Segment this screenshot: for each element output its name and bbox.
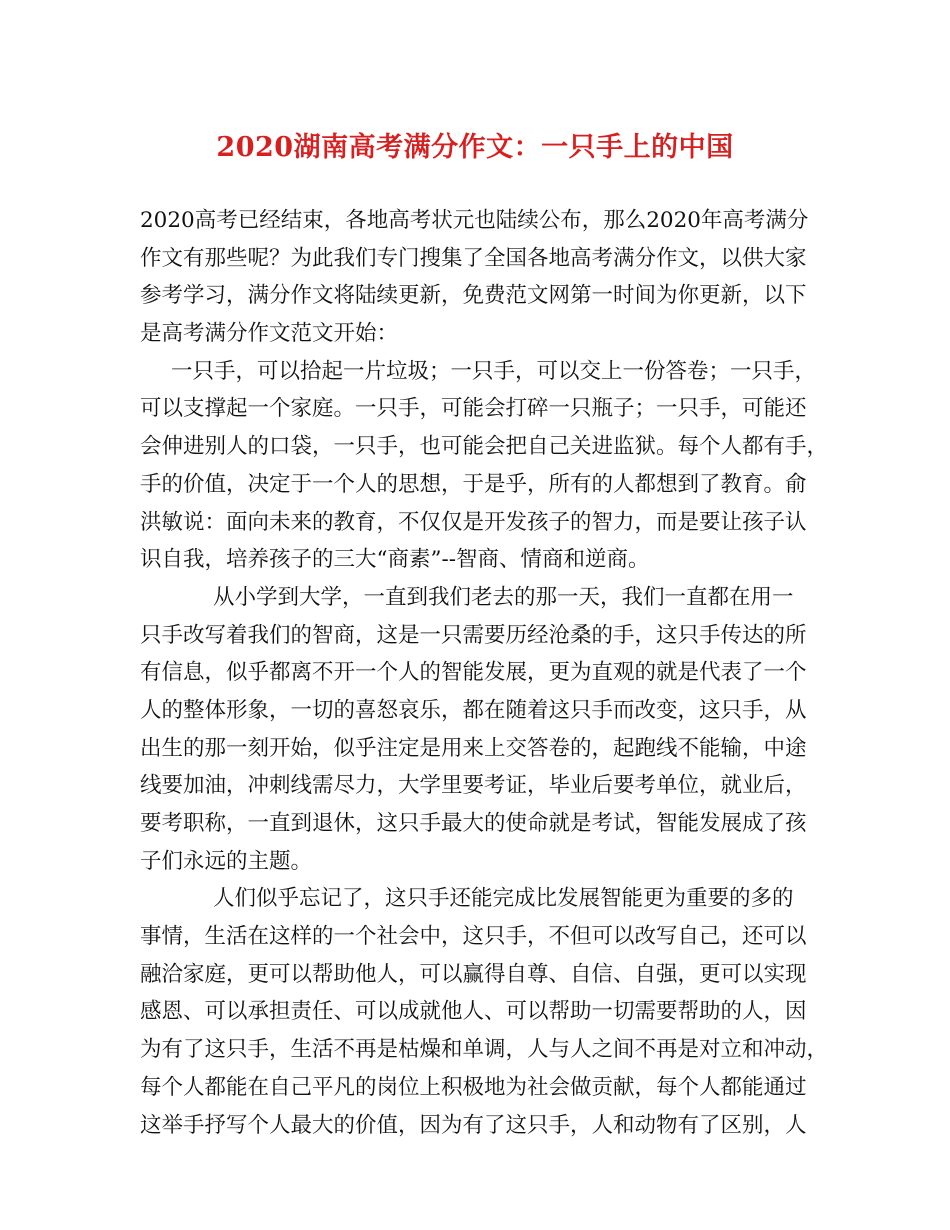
text-line: 线要加油，冲刺线需尽力，大学里要考证，毕业后要考单位，就业后， (140, 773, 807, 799)
text-line: 一只手，可以拾起一片垃圾；一只手，可以交上一份答卷；一只手， (171, 358, 817, 384)
text-line: 这举手抒写个人最大的价值，因为有了这只手，人和动物有了区别，人 (140, 1112, 807, 1138)
text-line: 从小学到大学，一直到我们老去的那一天，我们一直都在用一 (213, 584, 794, 610)
text-line: 识自我，培养孩子的三大“商素”--智商、情商和逆商。 (140, 547, 650, 573)
text-line: 事情，生活在这样的一个社会中，这只手，不但可以改写自己，还可以 (140, 924, 807, 950)
document-body (140, 202, 829, 1144)
text-line: 参考学习，满分作文将陆续更新，免费范文网第一时间为你更新，以下 (140, 283, 807, 309)
text-line: 只手改写着我们的智商，这是一只需要历经沧桑的手，这只手传达的所 (140, 622, 807, 648)
text-line: 可以支撑起一个家庭。一只手，可能会打碎一只瓶子；一只手，可能还 (140, 396, 807, 422)
text-line: 出生的那一刻开始，似乎注定是用来上交答卷的，起跑线不能输，中途 (140, 735, 807, 761)
text-line: 感恩、可以承担责任、可以成就他人、可以帮助一切需要帮助的人，因 (140, 999, 807, 1025)
text-line: 有信息，似乎都离不开一个人的智能发展，更为直观的就是代表了一个 (140, 660, 807, 686)
text-line: 每个人都能在自己平凡的岗位上积极地为社会做贡献，每个人都能通过 (140, 1074, 807, 1100)
text-line: 要考职称，一直到退休，这只手最大的使命就是考试，智能发展成了孩 (140, 811, 807, 836)
document-title: 2020湖南高考满分作文：一只手上的中国 (216, 132, 734, 163)
text-line: 2020高考已经结束，各地高考状元也陆续公布，那么2020年高考满分 (140, 208, 809, 233)
text-line: 人的整体形象，一切的喜怒哀乐，都在随着这只手而改变，这只手，从 (140, 697, 807, 723)
text-line: 为有了这只手，生活不再是枯燥和单调，人与人之间不再是对立和冲动， (140, 1037, 829, 1063)
text-line: 手的价值，决定于一个人的思想，于是乎，所有的人都想到了教育。俞 (140, 471, 807, 497)
text-line: 洪敏说：面向未来的教育，不仅仅是开发孩子的智力，而是要让孩子认 (140, 509, 807, 535)
text-line: 作文有那些呢？为此我们专门搜集了全国各地高考满分作文，以供大家 (140, 245, 807, 271)
text-line: 子们永远的主题。 (140, 848, 313, 874)
text-line: 人们似乎忘记了，这只手还能完成比发展智能更为重要的多的 (213, 886, 794, 912)
text-line: 会伸进别人的口袋，一只手，也可能会把自己关进监狱。每个人都有手， (140, 434, 829, 460)
text-line: 融洽家庭，更可以帮助他人，可以赢得自尊、自信、自强，更可以实现 (140, 961, 807, 987)
text-line: 是高考满分作文范文开始： (140, 321, 399, 347)
